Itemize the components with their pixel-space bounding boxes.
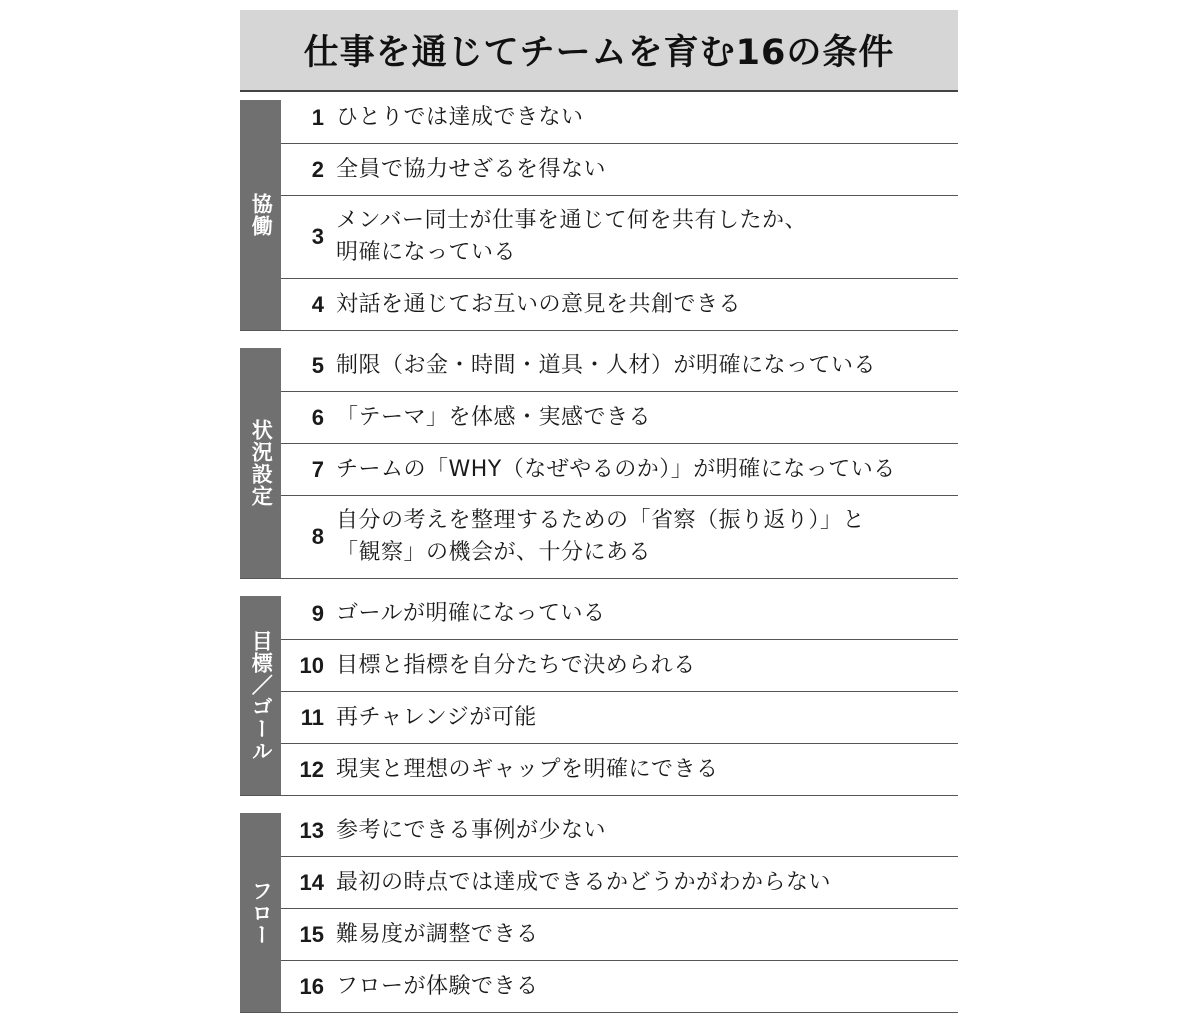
condition-text: 制限（お金・時間・道具・人材）が明確になっている [336,352,877,378]
condition-row [281,279,958,330]
condition-number: 13 [299,817,324,843]
group-label: 目標／ゴール [240,596,281,795]
condition-number: 6 [311,404,324,430]
title-bar [240,10,958,92]
condition-number: 12 [299,756,324,782]
condition-number: 10 [299,652,324,678]
condition-text: 対話を通じてお互いの意見を共創できる [336,291,742,317]
group-goal [240,588,958,796]
condition-text: 再チャレンジが可能 [336,704,537,730]
condition-text: 全員で協力せざるを得ない [336,156,607,182]
group-situation-setting [240,340,958,579]
group-label: 状況設定 [240,348,281,578]
condition-row [281,805,958,857]
condition-text: ひとりでは達成できない [336,104,584,130]
condition-text: 「テーマ」を体感・実感できる [336,404,652,430]
condition-text: 参考にできる事例が少ない [336,817,607,843]
condition-number: 5 [311,352,324,378]
condition-row [281,92,958,144]
group-flow [240,805,958,1013]
condition-number: 14 [299,869,324,895]
condition-row [281,640,958,692]
condition-row [281,909,958,961]
condition-text: 難易度が調整できる [336,921,539,947]
condition-row [281,692,958,744]
condition-text: 現実と理想のギャップを明確にできる [336,756,719,782]
condition-number: 1 [311,104,324,130]
condition-number: 3 [311,224,324,249]
condition-text: 最初の時点では達成できるかどうかがわからない [336,869,832,895]
condition-row [281,744,958,795]
condition-number: 9 [311,600,324,626]
condition-row [281,144,958,196]
condition-row [281,340,958,392]
condition-row [281,588,958,640]
condition-row [281,392,958,444]
condition-number: 16 [299,973,324,999]
group-collaboration [240,92,958,331]
condition-text: フローが体験できる [336,973,539,999]
condition-number: 2 [311,156,324,182]
condition-text: チームの「WHY（なぜやるのか）」が明確になっている [336,456,896,482]
condition-text: 自分の考えを整理するための「省察（振り返り）」と 「観察」の機会が、十分にある [336,508,866,565]
condition-row [281,961,958,1012]
condition-number: 7 [311,456,324,482]
condition-row [281,444,958,496]
condition-number: 11 [300,704,324,730]
group-label: 協働 [240,100,281,330]
condition-text: メンバー同士が仕事を通じて何を共有したか、 明確になっている [336,208,807,265]
conditions-table [240,10,958,1013]
condition-text: 目標と指標を自分たちで決められる [336,652,696,678]
condition-number: 4 [311,291,324,317]
condition-row [281,857,958,909]
condition-row [281,496,958,578]
condition-number: 8 [311,524,324,549]
condition-number: 15 [299,921,324,947]
condition-text: ゴールが明確になっている [336,600,606,626]
group-label: フロー [240,813,281,1012]
condition-row [281,196,958,279]
page-title: 仕事を通じてチームを育む16の条件 [303,33,895,73]
